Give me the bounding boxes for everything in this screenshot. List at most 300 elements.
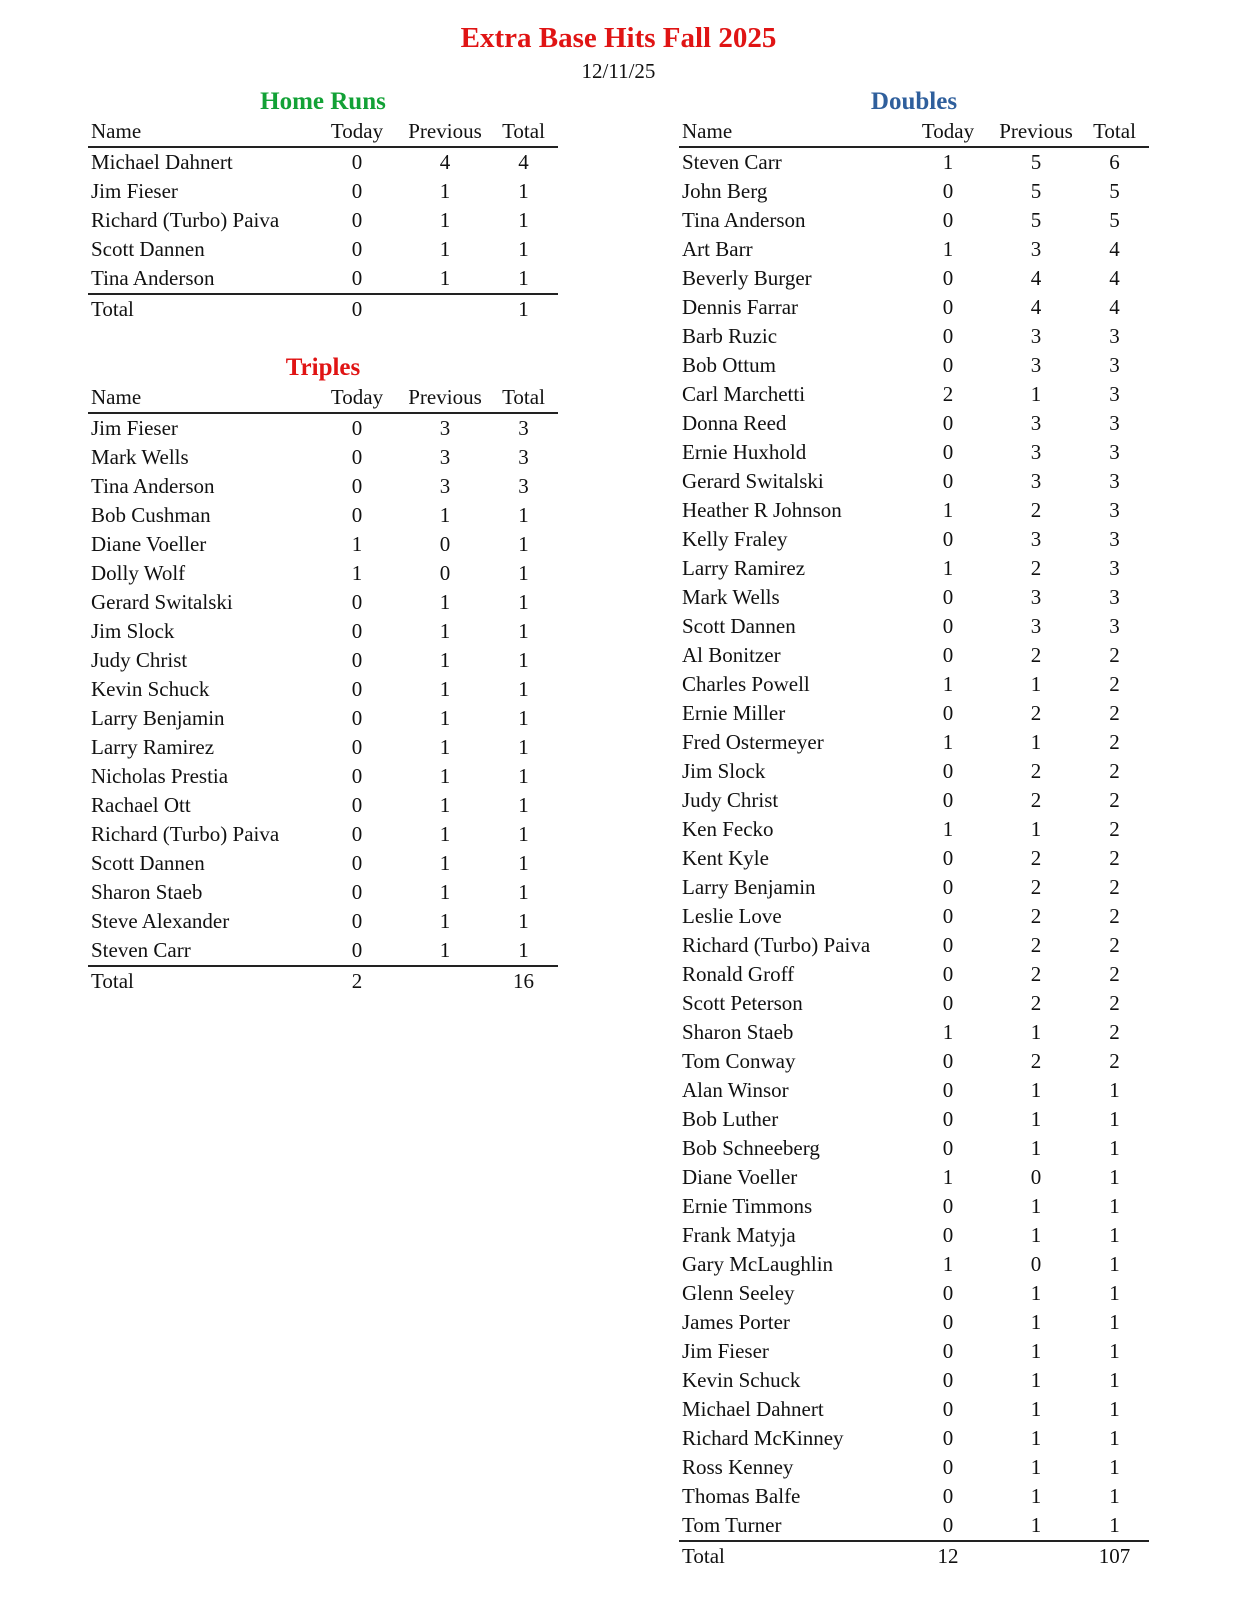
column-header-previous: Previous (999, 119, 1073, 143)
cell-total: 2 (1109, 1049, 1120, 1073)
cell-today: 0 (942, 1223, 954, 1247)
cell-name: Steven Carr (682, 150, 782, 174)
cell-total: 3 (1109, 556, 1120, 580)
table-row (88, 559, 558, 588)
table-row (679, 1192, 1149, 1221)
cell-name: James Porter (682, 1310, 790, 1334)
table-row (679, 786, 1149, 815)
cell-total: 3 (1109, 440, 1120, 464)
cell-today: 0 (942, 469, 954, 493)
cell-today: 0 (351, 909, 363, 933)
table-row (679, 1163, 1149, 1192)
cell-name: Richard (Turbo) Paiva (91, 822, 280, 846)
table-row (679, 554, 1149, 583)
total-today: 12 (937, 1544, 959, 1568)
cell-total: 3 (1109, 614, 1120, 638)
cell-today: 1 (942, 1165, 954, 1189)
cell-previous: 3 (439, 445, 451, 469)
table-row (679, 1337, 1149, 1366)
cell-total: 1 (518, 735, 529, 759)
table-row (88, 646, 558, 675)
cell-previous: 1 (1030, 1397, 1042, 1421)
column-header-name: Name (91, 119, 142, 143)
cell-name: Thomas Balfe (682, 1484, 801, 1508)
cell-today: 0 (942, 1078, 954, 1102)
cell-today: 0 (942, 1368, 954, 1392)
cell-total: 2 (1109, 933, 1120, 957)
cell-previous: 2 (1030, 759, 1042, 783)
cell-previous: 2 (1030, 643, 1042, 667)
cell-total: 3 (518, 474, 529, 498)
cell-previous: 2 (1030, 875, 1042, 899)
cell-name: Charles Powell (682, 672, 810, 696)
table-row (679, 757, 1149, 786)
table-row (679, 989, 1149, 1018)
table-row (88, 704, 558, 733)
cell-previous: 1 (1030, 1020, 1042, 1044)
cell-today: 0 (351, 880, 363, 904)
cell-today: 0 (942, 991, 954, 1015)
cell-name: Bob Schneeberg (682, 1136, 820, 1160)
cell-total: 1 (518, 822, 529, 846)
cell-total: 1 (1109, 1136, 1120, 1160)
cell-name: Jim Fieser (682, 1339, 769, 1363)
table-row (88, 762, 558, 791)
table-row (88, 617, 558, 646)
cell-name: Ronald Groff (682, 962, 795, 986)
cell-name: Leslie Love (682, 904, 782, 928)
total-previous (401, 294, 489, 324)
cell-previous: 1 (439, 503, 451, 527)
cell-total: 1 (1109, 1194, 1120, 1218)
table-row (679, 1279, 1149, 1308)
cell-total: 1 (518, 648, 529, 672)
cell-name: Dennis Farrar (682, 295, 799, 319)
cell-total: 2 (1109, 904, 1120, 928)
cell-name: Gerard Switalski (682, 469, 824, 493)
triples-section (88, 353, 558, 996)
cell-name: Ross Kenney (682, 1455, 794, 1479)
cell-previous: 1 (1030, 1281, 1042, 1305)
total-label: Total (682, 1544, 725, 1568)
cell-total: 3 (518, 416, 529, 440)
table-row (679, 873, 1149, 902)
cell-total: 3 (1109, 469, 1120, 493)
table-header-row (679, 117, 1149, 147)
table-row (679, 1134, 1149, 1163)
doubles-total-row (679, 1541, 1149, 1571)
cell-today: 0 (351, 938, 363, 962)
cell-name: Glenn Seeley (682, 1281, 795, 1305)
cell-total: 2 (1109, 788, 1120, 812)
cell-previous: 4 (1030, 295, 1042, 319)
cell-today: 0 (942, 1194, 954, 1218)
report-date: 12/11/25 (581, 59, 656, 83)
table-row (88, 413, 558, 443)
cell-total: 1 (518, 706, 529, 730)
table-row (88, 264, 558, 294)
doubles-table (679, 117, 1149, 1571)
cell-previous: 1 (439, 208, 451, 232)
cell-name: Sharon Staeb (682, 1020, 794, 1044)
cell-previous: 3 (1030, 440, 1042, 464)
cell-name: Heather R Johnson (682, 498, 842, 522)
cell-previous: 1 (439, 619, 451, 643)
cell-total: 1 (518, 561, 529, 585)
cell-today: 0 (942, 1484, 954, 1508)
table-row (679, 322, 1149, 351)
cell-total: 2 (1109, 672, 1120, 696)
cell-today: 2 (942, 382, 954, 406)
cell-today: 0 (351, 503, 363, 527)
cell-name: Ken Fecko (682, 817, 774, 841)
cell-today: 0 (942, 353, 954, 377)
cell-today: 1 (942, 817, 954, 841)
cell-today: 0 (351, 735, 363, 759)
total-total: 16 (513, 969, 534, 993)
cell-name: Michael Dahnert (682, 1397, 824, 1421)
table-row (679, 147, 1149, 177)
cell-total: 1 (518, 266, 529, 290)
cell-previous: 0 (439, 532, 451, 556)
home-runs-table (88, 117, 558, 324)
table-row (88, 907, 558, 936)
cell-name: Scott Dannen (91, 851, 205, 875)
cell-previous: 1 (439, 822, 451, 846)
table-row (679, 1105, 1149, 1134)
cell-today: 0 (351, 237, 363, 261)
table-row (679, 1511, 1149, 1541)
cell-previous: 1 (439, 851, 451, 875)
cell-total: 1 (518, 851, 529, 875)
cell-previous: 1 (439, 880, 451, 904)
cell-total: 2 (1109, 701, 1120, 725)
cell-name: Nicholas Prestia (91, 764, 229, 788)
cell-today: 1 (942, 498, 954, 522)
cell-previous: 1 (1030, 1513, 1042, 1537)
cell-name: Diane Voeller (682, 1165, 798, 1189)
cell-previous: 3 (439, 474, 451, 498)
cell-previous: 4 (439, 150, 451, 174)
cell-today: 0 (942, 904, 954, 928)
cell-previous: 1 (1030, 1223, 1042, 1247)
cell-total: 1 (518, 532, 529, 556)
cell-today: 1 (942, 730, 954, 754)
cell-today: 0 (942, 933, 954, 957)
triples-total-row (88, 966, 558, 996)
cell-total: 1 (1109, 1484, 1120, 1508)
cell-name: Judy Christ (91, 648, 188, 672)
total-today: 2 (351, 969, 363, 993)
cell-total: 5 (1109, 179, 1120, 203)
cell-previous: 1 (1030, 1368, 1042, 1392)
cell-name: Kent Kyle (682, 846, 769, 870)
cell-today: 0 (351, 150, 363, 174)
cell-previous: 1 (439, 735, 451, 759)
cell-previous: 2 (1030, 498, 1042, 522)
table-row (88, 472, 558, 501)
column-header-name: Name (91, 385, 142, 409)
cell-name: Fred Ostermeyer (682, 730, 824, 754)
doubles-section (679, 87, 1149, 1571)
cell-today: 0 (351, 851, 363, 875)
cell-today: 1 (942, 1020, 954, 1044)
cell-previous: 3 (1030, 324, 1042, 348)
cell-name: Tina Anderson (682, 208, 806, 232)
cell-previous: 1 (439, 266, 451, 290)
table-row (679, 844, 1149, 873)
cell-total: 3 (1109, 324, 1120, 348)
cell-previous: 0 (1030, 1165, 1042, 1189)
cell-previous: 1 (439, 179, 451, 203)
cell-name: Barb Ruzic (682, 324, 778, 348)
cell-name: Mark Wells (91, 445, 189, 469)
cell-total: 3 (1109, 411, 1120, 435)
cell-total: 1 (1109, 1165, 1120, 1189)
home-runs-section (88, 87, 558, 324)
table-row (88, 849, 558, 878)
cell-total: 1 (518, 909, 529, 933)
table-row (88, 501, 558, 530)
home-runs-total-row (88, 294, 558, 324)
cell-today: 0 (942, 295, 954, 319)
cell-total: 1 (1109, 1252, 1120, 1276)
cell-total: 2 (1109, 817, 1120, 841)
cell-previous: 1 (439, 909, 451, 933)
table-row (679, 699, 1149, 728)
table-row (679, 1424, 1149, 1453)
triples-rows (88, 413, 558, 966)
total-label: Total (91, 969, 134, 993)
table-row (679, 641, 1149, 670)
cell-name: Ernie Timmons (682, 1194, 813, 1218)
cell-previous: 1 (1030, 1107, 1042, 1131)
cell-today: 0 (351, 416, 363, 440)
table-row (679, 1221, 1149, 1250)
cell-total: 2 (1109, 643, 1120, 667)
cell-today: 0 (942, 1339, 954, 1363)
cell-total: 3 (1109, 585, 1120, 609)
table-row (679, 583, 1149, 612)
table-row (679, 1366, 1149, 1395)
table-row (679, 960, 1149, 989)
cell-total: 2 (1109, 875, 1120, 899)
cell-previous: 3 (1030, 614, 1042, 638)
cell-name: Larry Ramirez (682, 556, 806, 580)
table-row (679, 235, 1149, 264)
cell-total: 1 (518, 237, 529, 261)
cell-previous: 1 (439, 237, 451, 261)
cell-total: 1 (1109, 1223, 1120, 1247)
cell-previous: 5 (1030, 208, 1042, 232)
cell-total: 3 (1109, 353, 1120, 377)
cell-today: 0 (942, 875, 954, 899)
table-row (679, 1395, 1149, 1424)
cell-total: 1 (1109, 1368, 1120, 1392)
cell-name: Beverly Burger (682, 266, 812, 290)
cell-previous: 1 (439, 764, 451, 788)
cell-name: Judy Christ (682, 788, 779, 812)
cell-today: 0 (351, 677, 363, 701)
cell-today: 1 (942, 556, 954, 580)
total-total: 107 (1098, 1544, 1131, 1568)
cell-today: 0 (351, 619, 363, 643)
cell-total: 1 (518, 938, 529, 962)
triples-table (88, 383, 558, 996)
cell-today: 0 (942, 846, 954, 870)
cell-name: Gerard Switalski (91, 590, 233, 614)
report-title: Extra Base Hits Fall 2025 (460, 22, 777, 54)
cell-total: 1 (1109, 1426, 1120, 1450)
cell-previous: 2 (1030, 556, 1042, 580)
cell-today: 0 (942, 643, 954, 667)
cell-previous: 1 (1030, 1078, 1042, 1102)
table-row (88, 177, 558, 206)
cell-name: Larry Ramirez (91, 735, 215, 759)
cell-name: Kelly Fraley (682, 527, 788, 551)
cell-previous: 3 (439, 416, 451, 440)
column-header-total: Total (1093, 119, 1136, 143)
cell-today: 1 (351, 561, 363, 585)
table-row (88, 206, 558, 235)
table-row (88, 878, 558, 907)
cell-previous: 3 (1030, 469, 1042, 493)
home-runs-rows (88, 147, 558, 294)
cell-today: 1 (942, 237, 954, 261)
cell-name: Jim Fieser (91, 179, 178, 203)
cell-name: Scott Peterson (682, 991, 803, 1015)
cell-total: 2 (1109, 759, 1120, 783)
cell-name: Sharon Staeb (91, 880, 203, 904)
cell-today: 0 (942, 1107, 954, 1131)
table-header-row (88, 117, 558, 147)
cell-total: 1 (1109, 1281, 1120, 1305)
column-header-today: Today (330, 385, 384, 409)
cell-total: 3 (1109, 382, 1120, 406)
table-row (679, 612, 1149, 641)
cell-today: 0 (942, 411, 954, 435)
cell-total: 1 (1109, 1310, 1120, 1334)
cell-previous: 1 (439, 793, 451, 817)
cell-total: 1 (518, 677, 529, 701)
cell-today: 0 (942, 1049, 954, 1073)
cell-name: Richard McKinney (682, 1426, 844, 1450)
table-row (679, 931, 1149, 960)
cell-name: Ernie Huxhold (682, 440, 807, 464)
column-header-today: Today (921, 119, 975, 143)
cell-today: 0 (351, 208, 363, 232)
cell-previous: 4 (1030, 266, 1042, 290)
cell-name: Carl Marchetti (682, 382, 806, 406)
cell-name: Tina Anderson (91, 474, 215, 498)
table-row (679, 525, 1149, 554)
cell-total: 2 (1109, 991, 1120, 1015)
cell-previous: 1 (1030, 1426, 1042, 1450)
table-row (679, 351, 1149, 380)
cell-previous: 1 (1030, 1339, 1042, 1363)
cell-previous: 3 (1030, 237, 1042, 261)
cell-name: Ernie Miller (682, 701, 786, 725)
doubles-heading: Doubles (870, 88, 958, 115)
table-row (679, 902, 1149, 931)
cell-total: 1 (1109, 1339, 1120, 1363)
column-header-total: Total (502, 385, 545, 409)
table-row (88, 675, 558, 704)
cell-today: 0 (942, 208, 954, 232)
cell-today: 0 (351, 474, 363, 498)
cell-previous: 2 (1030, 991, 1042, 1015)
cell-total: 1 (518, 590, 529, 614)
cell-today: 0 (942, 1281, 954, 1305)
cell-today: 0 (942, 701, 954, 725)
cell-previous: 1 (1030, 730, 1042, 754)
cell-previous: 2 (1030, 904, 1042, 928)
cell-today: 0 (942, 759, 954, 783)
cell-total: 1 (518, 503, 529, 527)
cell-name: Gary McLaughlin (682, 1252, 834, 1276)
cell-today: 0 (351, 764, 363, 788)
cell-name: Bob Luther (682, 1107, 779, 1131)
table-row (679, 815, 1149, 844)
doubles-rows (679, 147, 1149, 1541)
cell-name: Scott Dannen (91, 237, 205, 261)
cell-previous: 1 (1030, 1455, 1042, 1479)
cell-today: 0 (351, 648, 363, 672)
cell-total: 1 (518, 208, 529, 232)
cell-total: 3 (1109, 498, 1120, 522)
cell-today: 0 (942, 614, 954, 638)
cell-total: 1 (1109, 1397, 1120, 1421)
cell-today: 0 (942, 1310, 954, 1334)
cell-name: Bob Ottum (682, 353, 776, 377)
cell-name: Kevin Schuck (91, 677, 210, 701)
column-header-total: Total (502, 119, 545, 143)
cell-today: 0 (351, 590, 363, 614)
cell-previous: 1 (1030, 382, 1042, 406)
table-row (679, 467, 1149, 496)
table-row (679, 1453, 1149, 1482)
table-row (88, 443, 558, 472)
cell-previous: 2 (1030, 962, 1042, 986)
cell-total: 1 (518, 793, 529, 817)
table-row (679, 1308, 1149, 1337)
cell-name: Kevin Schuck (682, 1368, 801, 1392)
cell-name: Michael Dahnert (91, 150, 233, 174)
cell-name: Frank Matyja (682, 1223, 796, 1247)
cell-total: 1 (518, 880, 529, 904)
cell-total: 2 (1109, 962, 1120, 986)
cell-previous: 3 (1030, 527, 1042, 551)
table-row (88, 235, 558, 264)
cell-previous: 0 (1030, 1252, 1042, 1276)
cell-today: 0 (942, 1513, 954, 1537)
table-row (679, 380, 1149, 409)
cell-today: 0 (942, 179, 954, 203)
cell-previous: 2 (1030, 701, 1042, 725)
cell-name: Bob Cushman (91, 503, 211, 527)
cell-today: 0 (942, 1426, 954, 1450)
cell-previous: 1 (1030, 1484, 1042, 1508)
cell-previous: 1 (439, 938, 451, 962)
cell-name: Steven Carr (91, 938, 191, 962)
cell-total: 1 (518, 179, 529, 203)
cell-previous: 2 (1030, 788, 1042, 812)
cell-previous: 3 (1030, 353, 1042, 377)
cell-name: Richard (Turbo) Paiva (91, 208, 280, 232)
cell-today: 1 (942, 672, 954, 696)
table-row (679, 438, 1149, 467)
home-runs-heading: Home Runs (260, 88, 386, 115)
